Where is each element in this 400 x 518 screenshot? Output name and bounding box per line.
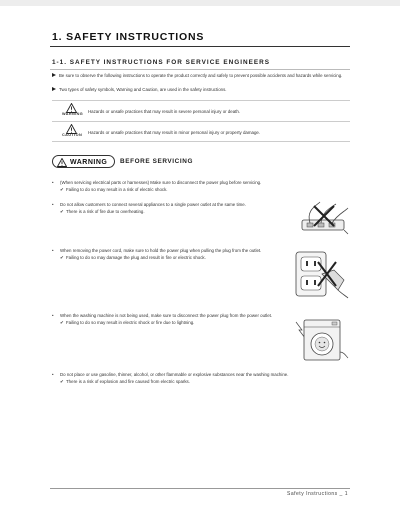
symbol-description: Hazards or unsafe practices that may result in minor personal injury or property damage. [88, 130, 261, 135]
list-item [52, 313, 282, 326]
item-subtext-text: There is a risk of fire due to overheating. [66, 209, 145, 214]
symbol-label: WARNING [62, 112, 84, 116]
intro-text: Be sure to observe the following instructions to operate the product correctly and safely to prevent possible accidents and hazards while servicing. [59, 73, 343, 78]
item-subtext-text: There is a risk of explosion and fire caused from electric sparks. [66, 379, 190, 384]
list-item [52, 202, 282, 215]
intro-item [52, 73, 344, 79]
bullet-dot-icon: • [52, 313, 54, 318]
warning-badge-label: WARNING [70, 158, 108, 166]
warning-badge [52, 155, 115, 168]
item-subtext-text: Failing to do so may result in a risk of electric shock. [66, 187, 168, 192]
subtitle-divider [50, 69, 350, 70]
page-footer: Safety Instructions _ 1 [287, 491, 348, 497]
bullet-dot-icon: • [52, 202, 54, 207]
intro-item [52, 87, 344, 93]
item-subtext-text: Failing to do so may damage the plug and result in fire or electric shock. [66, 255, 206, 260]
item-text: (When servicing electrical parts or harnesses) Make sure to disconnect the power plug before servicing. [60, 180, 262, 185]
triangle-bullet-icon [52, 87, 56, 91]
bullet-dot-icon: • [52, 248, 54, 253]
power-strip-illustration [296, 200, 352, 236]
intro-text: Two types of safety symbols, Warning and Caution, are used in the safety instructions. [59, 87, 227, 92]
item-subtext-text: Failing to do so may result in electric shock or fire due to lightning. [66, 320, 195, 325]
check-mark-icon: ✔ [60, 255, 64, 260]
before-servicing-heading: BEFORE SERVICING [120, 158, 194, 165]
item-text: Do not place or use gasoline, thinner, alcohol, or other flammable or explosive substances near the washing machine. [60, 372, 289, 377]
footer-divider [50, 488, 350, 489]
bullet-dot-icon: • [52, 372, 54, 377]
caution-triangle-icon [62, 124, 83, 142]
symbol-label: CAUTION [62, 133, 83, 137]
warning-triangle-icon [57, 158, 67, 167]
item-subtext [60, 379, 350, 385]
check-mark-icon: ✔ [60, 379, 64, 384]
item-subtext [60, 320, 282, 326]
triangle-bullet-icon [52, 73, 56, 77]
top-band [0, 0, 400, 6]
check-mark-icon: ✔ [60, 209, 64, 214]
page-title: 1. SAFETY INSTRUCTIONS [52, 31, 205, 43]
item-text: Do not allow customers to connect several appliances to a single power outlet at the same time. [60, 202, 246, 207]
item-subtext [60, 255, 282, 261]
symbol-description: Hazards or unsafe practices that may result in severe personal injury or death. [88, 109, 241, 114]
section-subtitle: 1-1. SAFETY INSTRUCTIONS FOR SERVICE ENGINEERS [52, 59, 270, 66]
list-item [52, 248, 282, 261]
list-item [52, 372, 350, 385]
list-item [52, 180, 297, 193]
title-divider [50, 46, 350, 47]
check-mark-icon: ✔ [60, 187, 64, 192]
symbol-row-warning [52, 100, 350, 121]
item-text: When removing the power cord, make sure to hold the power plug when pulling the plug from the outlet. [60, 248, 262, 253]
wall-outlet-illustration [292, 246, 350, 300]
washing-machine-illustration [294, 316, 350, 362]
item-subtext [60, 187, 297, 193]
item-subtext [60, 209, 282, 215]
bullet-dot-icon: • [52, 180, 54, 185]
check-mark-icon: ✔ [60, 320, 64, 325]
warning-triangle-icon [62, 103, 84, 121]
item-text: When the washing machine is not being used, make sure to disconnect the power plug from the power outlet. [60, 313, 273, 318]
symbol-row-caution [52, 121, 350, 142]
